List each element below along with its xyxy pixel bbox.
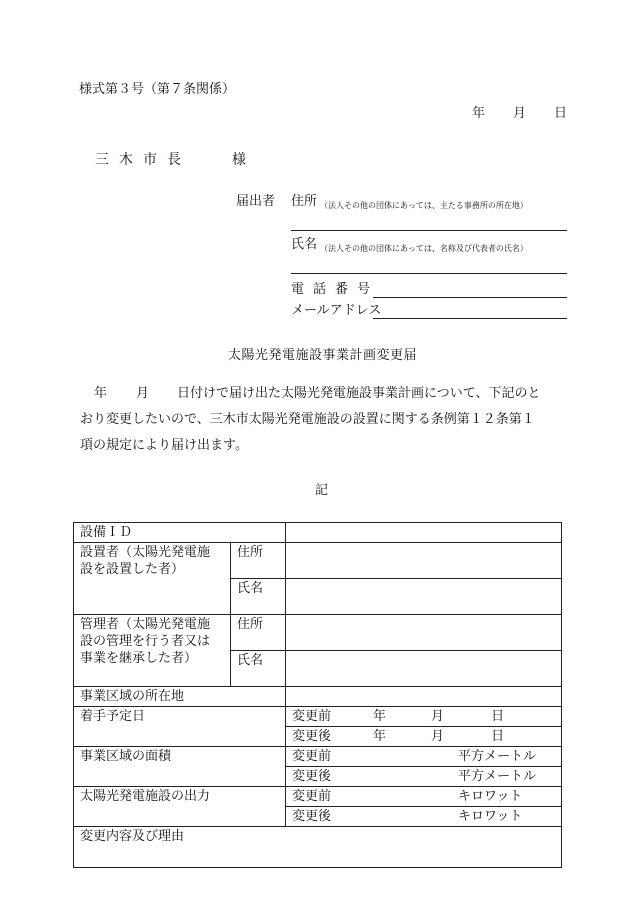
addressee-honorific: 様: [232, 152, 246, 168]
start-date-after[interactable]: 変更後 年 月 日: [286, 727, 562, 747]
document-title: 太陽光発電施設事業計画変更届: [228, 348, 418, 363]
start-date-label: 着手予定日: [74, 707, 286, 747]
name-underline: [291, 273, 567, 274]
location-label: 事業区域の所在地: [74, 687, 286, 707]
form-number: 様式第３号（第７条関係）: [79, 82, 236, 97]
applicant-email-label: メールアドレス: [291, 303, 382, 318]
installer-address-value[interactable]: [286, 543, 562, 579]
applicant-phone-label: 電話番号: [291, 282, 380, 297]
manager-name-value[interactable]: [286, 651, 562, 687]
facility-id-label: 設備ＩＤ: [74, 523, 286, 543]
body-year: 年: [94, 386, 108, 401]
facility-id-value[interactable]: [286, 523, 562, 543]
installer-address-label: 住所: [231, 543, 286, 579]
manager-label: 管理者（太陽光発電施 設の管理を行う者又は 事業を継承した者）: [74, 615, 231, 687]
date-year: 年: [472, 106, 486, 121]
manager-address-value[interactable]: [286, 615, 562, 651]
ki-mark: 記: [315, 483, 329, 498]
area-after[interactable]: 変更後 平方メートル: [286, 767, 562, 787]
area-before[interactable]: 変更前 平方メートル: [286, 747, 562, 767]
installer-label: 設置者（太陽光発電施 設を設置した者）: [74, 543, 231, 615]
output-before[interactable]: 変更前 キロワット: [286, 787, 562, 807]
phone-underline: [373, 297, 567, 298]
location-value[interactable]: [286, 687, 562, 707]
body-line2: おり変更したいので、三木市太陽光発電施設の設置に関する条例第１２条第１: [80, 412, 535, 427]
address-underline: [291, 230, 567, 231]
body-month: 月: [136, 386, 150, 401]
area-label: 事業区域の面積: [74, 747, 286, 787]
date-month: 月: [513, 106, 527, 121]
manager-name-label: 氏名: [231, 651, 286, 687]
manager-address-label: 住所: [231, 615, 286, 651]
applicant-label: 届出者: [236, 194, 276, 209]
output-label: 太陽光発電施設の出力: [74, 787, 286, 827]
body-line1: 日付けで届け出た太陽光発電施設事業計画について、下記のと: [177, 386, 541, 401]
body-line3: 項の規定により届け出ます。: [80, 438, 248, 453]
reason-cell[interactable]: [74, 827, 562, 868]
start-date-before[interactable]: 変更前 年 月 日: [286, 707, 562, 727]
email-underline: [373, 318, 567, 319]
applicant-address-label: 住所: [291, 194, 318, 209]
applicant-name-note: （法人その他の団体にあっては、名称及び代表者の氏名）: [320, 244, 528, 253]
installer-name-value[interactable]: [286, 579, 562, 615]
applicant-address-note: （法人その他の団体にあっては、主たる事務所の所在地）: [320, 201, 528, 210]
output-after[interactable]: 変更後 キロワット: [286, 807, 562, 827]
applicant-name-label: 氏名: [291, 237, 318, 252]
reason-label: 変更内容及び理由: [80, 829, 185, 844]
installer-name-label: 氏名: [231, 579, 286, 615]
date-day: 日: [554, 106, 568, 121]
addressee-name: 三木市長: [95, 152, 191, 168]
change-form-table: [73, 522, 562, 868]
